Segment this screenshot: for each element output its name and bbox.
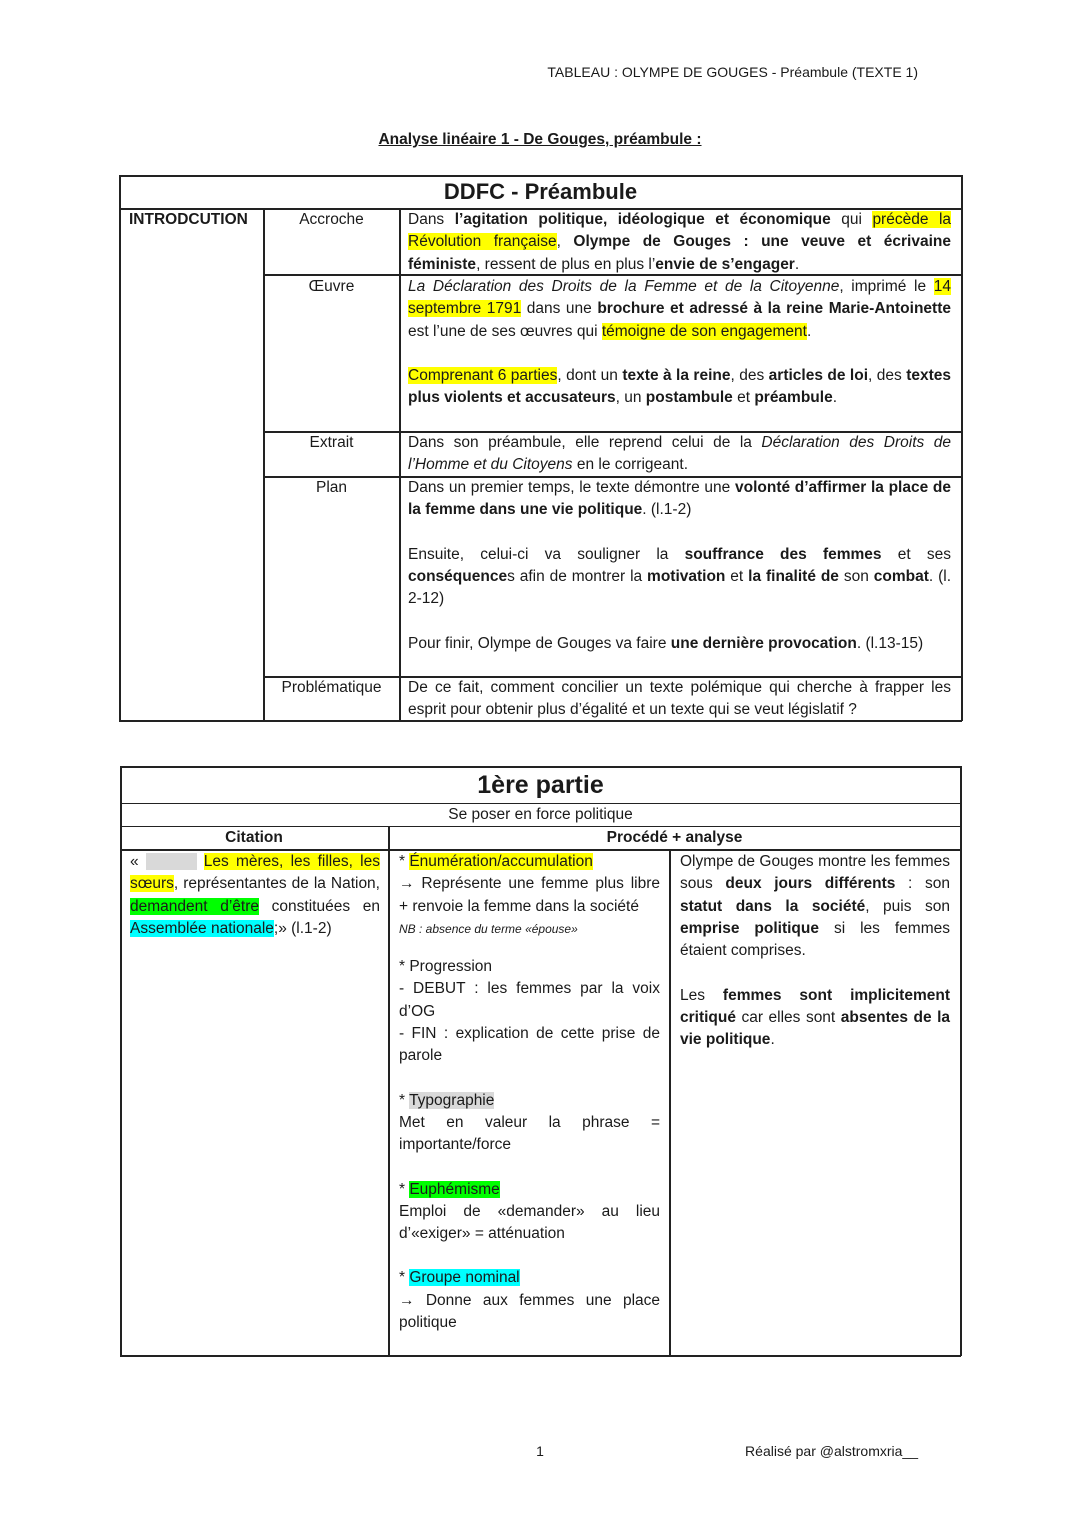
citation-text: « Les mères, les filles, les sœurs, représentantes de la Nation, demandent d’être constituées en Assemblée nationale;» (l.1-2)	[130, 853, 381, 937]
first-part-title: 1ère partie	[477, 771, 604, 799]
procede-progression: * Progression - DEBUT : les femmes par la voix d’OG - FIN : explication de cette prise de parole	[399, 958, 660, 1065]
section-label: INTRODCUTION	[129, 211, 248, 228]
footer-credit: Réalisé par @alstromxria__	[745, 1443, 918, 1459]
row-label-plan: Plan	[315, 479, 348, 496]
row-label-oeuvre: Œuvre	[308, 278, 355, 295]
row-label-accroche: Accroche	[299, 211, 364, 228]
procede-enumeration: * Énumération/accumulation → Représente une femme plus libre + renvoie la femme dans la société NB : absence du terme «épouse»	[399, 853, 660, 936]
column-header-procede: Procédé + analyse	[606, 829, 743, 846]
oeuvre-text: La Déclaration des Droits de la Femme et de la Citoyenne, imprimé le 14 septembre 1791 dans une brochure et adressé à la reine Marie-Antoinette est l’une de ses œuvres qui témoigne de son engagement. Comprenant 6 parties, dont un texte à la reine, des articles de loi, des textes plus violents et accusateurs, un postambule et préambule.	[408, 278, 952, 407]
row-label-problematique: Problématique	[281, 679, 382, 696]
first-part-subtitle: Se poser en force politique	[448, 806, 633, 823]
page-header: TABLEAU : OLYMPE DE GOUGES - Préambule (TEXTE 1)	[547, 64, 918, 80]
plan-text: Dans un premier temps, le texte démontre une volonté d’affirmer la place de la femme dans une vie politique. (l.1-2) Ensuite, celui-ci va souligner la souffrance des femmes et ses conséquences afin de montrer la motivation et la finalité de son combat. (l. 2-12) Pour finir, Olympe de Gouges va faire une dernière provocation. (l.13-15)	[408, 479, 951, 653]
column-header-citation: Citation	[225, 829, 283, 846]
procede-column	[399, 851, 660, 1334]
accroche-text: Dans l’agitation politique, idéologique et économique qui précède la Révolution française, Olympe de Gouges : une veuve et écrivaine féministe, ressent de plus en plus l’envie de s’engager.	[408, 211, 952, 273]
procede-groupe-nominal: * Groupe nominal → Donne aux femmes une place politique	[399, 1269, 660, 1332]
procede-typographie: * Typographie Met en valeur la phrase = importante/force	[399, 1091, 660, 1154]
analyse-column: Olympe de Gouges montre les femmes sous deux jours différents : son statut dans la société, puis son emprise politique si les femmes étaient comprises. Les femmes sont implicitement critiqué car elles sont absentes de la vie politique.	[680, 853, 951, 1049]
problematique-text: De ce fait, comment concilier un texte polémique qui cherche à frapper les esprit pour obtenir plus d’égalité et un texte qui se veut législatif ?	[408, 679, 951, 719]
row-label-extrait: Extrait	[309, 434, 354, 451]
extrait-text: Dans son préambule, elle reprend celui de la Déclaration des Droits de l’Homme et du Citoyens en le corrigeant.	[408, 434, 951, 474]
procede-euphemisme: * Euphémisme Emploi de «demander» au lieu d’«exiger» = atténuation	[399, 1180, 660, 1243]
page-number: 1	[536, 1443, 544, 1459]
intro-table-title: DDFC - Préambule	[443, 179, 638, 204]
document-title: Analyse linéaire 1 - De Gouges, préambule :	[378, 131, 702, 148]
